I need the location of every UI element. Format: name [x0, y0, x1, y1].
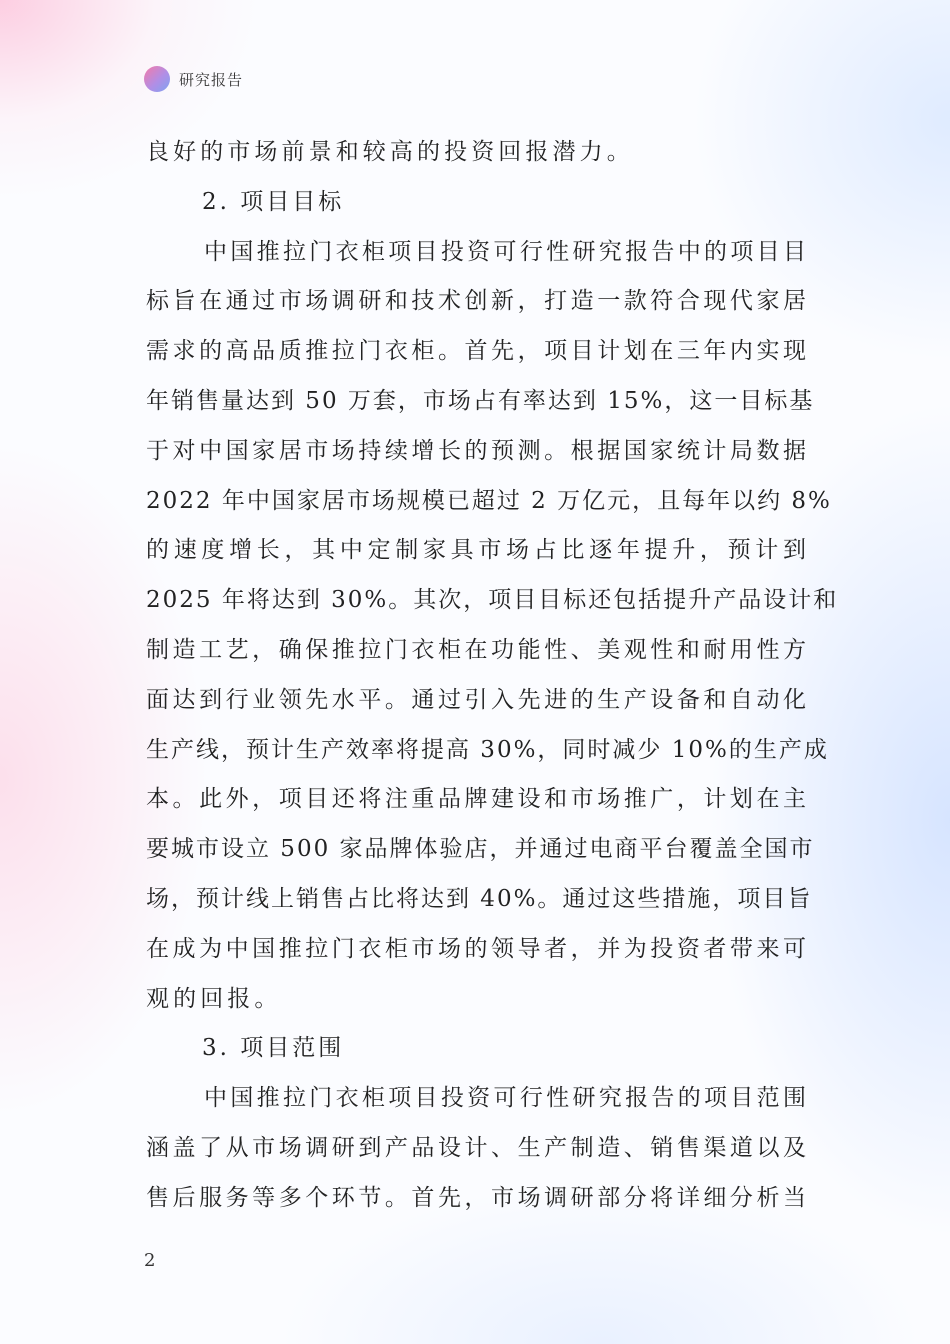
page-header: [144, 66, 243, 92]
paragraph-line: 场，预计线上销售占比将达到 40%。通过这些措施，项目旨: [146, 885, 813, 912]
paragraph-line: 面达到行业领先水平。通过引入先进的生产设备和自动化: [146, 686, 808, 713]
section-heading: 2. 项目目标: [202, 188, 345, 215]
paragraph-line: 制造工艺，确保推拉门衣柜在功能性、美观性和耐用性方: [146, 636, 808, 663]
paragraph-line: 在成为中国推拉门衣柜市场的领导者，并为投资者带来可: [146, 935, 808, 962]
paragraph-line: 中国推拉门衣柜项目投资可行性研究报告中的项目目: [204, 238, 808, 265]
document-body: [146, 128, 839, 1224]
paragraph-line: 标旨在通过市场调研和技术创新，打造一款符合现代家居: [146, 288, 808, 315]
report-logo-icon: [144, 66, 170, 92]
paragraph-line: 要城市设立 500 家品牌体验店，并通过电商平台覆盖全国市: [146, 836, 815, 863]
paragraph-line: 于对中国家居市场持续增长的预测。根据国家统计局数据: [146, 437, 808, 464]
paragraph-line: 生产线，预计生产效率将提高 30%，同时减少 10%的生产成: [146, 736, 829, 763]
paragraph-line: 售后服务等多个环节。首先，市场调研部分将详细分析当: [146, 1184, 808, 1211]
paragraph-line: 中国推拉门衣柜项目投资可行性研究报告的项目范围: [204, 1085, 808, 1112]
paragraph-line: 观的回报。: [146, 985, 282, 1012]
section-heading: 3. 项目范围: [202, 1035, 345, 1062]
paragraph-line: 涵盖了从市场调研到产品设计、生产制造、销售渠道以及: [146, 1134, 808, 1161]
paragraph-line: 需求的高品质推拉门衣柜。首先，项目计划在三年内实现: [146, 338, 808, 365]
paragraph-line: 2025 年将达到 30%。其次，项目目标还包括提升产品设计和: [146, 587, 839, 614]
paragraph-line: 的速度增长，其中定制家具市场占比逐年提升，预计到: [146, 537, 808, 564]
paragraph-line: 良好的市场前景和较高的投资回报潜力。: [146, 139, 634, 165]
paragraph-line: 本。此外，项目还将注重品牌建设和市场推广，计划在主: [146, 786, 808, 813]
paragraph-line: 年销售量达到 50 万套，市场占有率达到 15%，这一目标基: [146, 387, 815, 414]
header-label: 研究报告: [179, 70, 244, 89]
paragraph-line: 2022 年中国家居市场规模已超过 2 万亿元，且每年以约 8%: [146, 487, 832, 514]
page-number: 2: [144, 1250, 156, 1271]
